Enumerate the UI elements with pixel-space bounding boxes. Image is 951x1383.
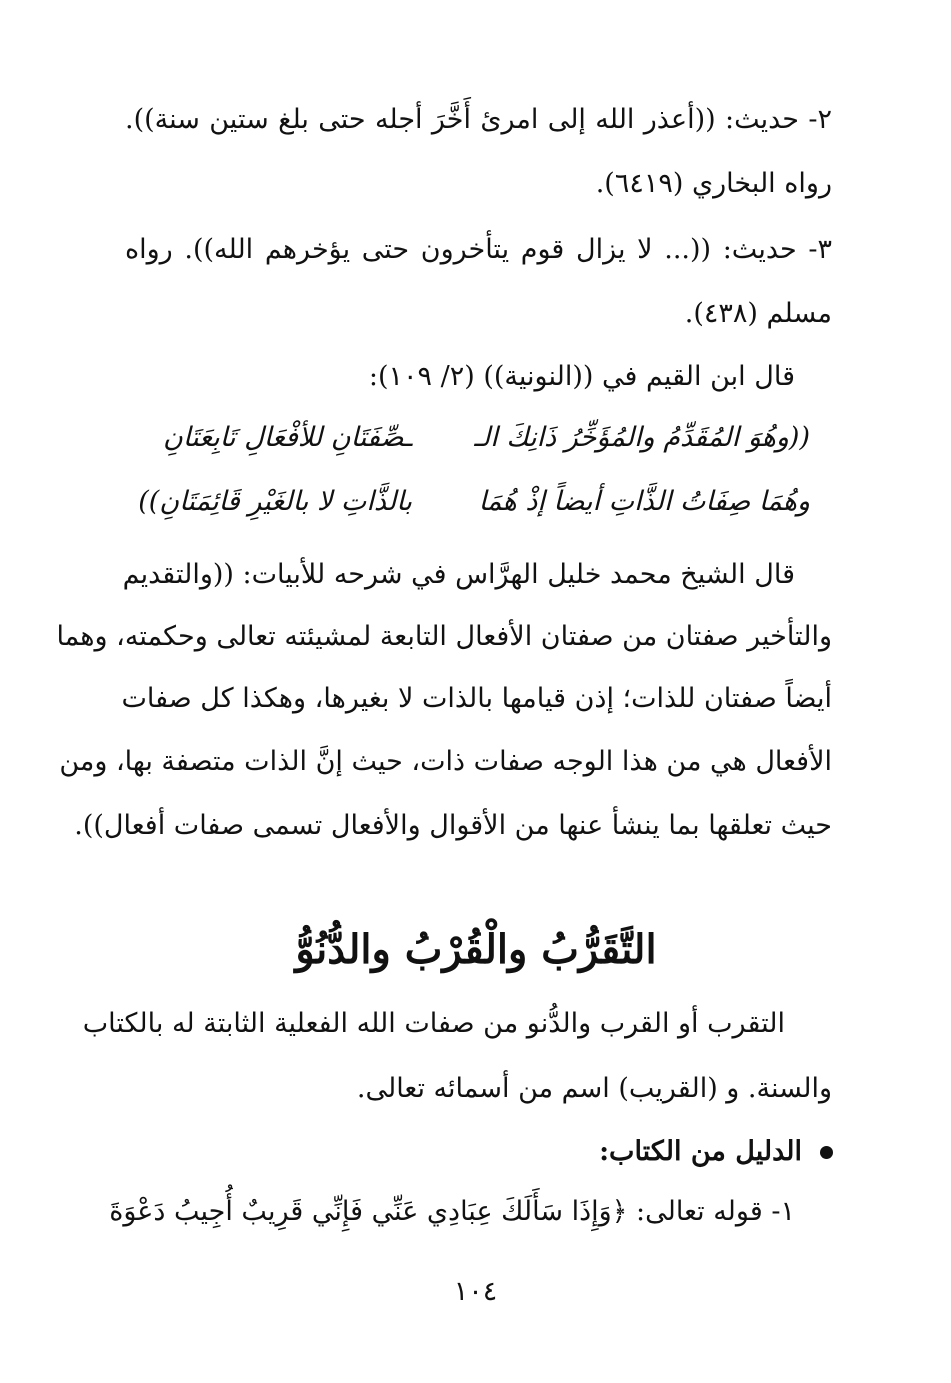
hadith-3-line-1: ٣- حديث: ((... لا يزال قوم يتأخرون حتى يؤخرهم الله)). رواه: [125, 234, 832, 265]
commentary-line-1: قال الشيخ محمد خليل الهرَّاس في شرحه للأبيات: ((والتقديم: [122, 559, 795, 590]
ibn-qayyim-intro: قال ابن القيم في ((النونية)) (٢/ ١٠٩):: [368, 361, 795, 392]
hadith-2-line-1: ٢- حديث: ((أعذر الله إلى امرئ أَخَّرَ أجله حتى بلغ ستين سنة)).: [125, 104, 832, 135]
verse-1-first-hemistich: ((وهُوَ المُقَدِّمُ والمُؤَخِّرُ ذَانِكَ الـ: [474, 422, 810, 453]
verse-2-second-hemistich: بالذَّاتِ لا بالغَيْرِ قَائِمَتَانِ)): [138, 486, 412, 517]
section-heading: التَّقَرُّبُ والْقُرْبُ والدُّنُوُّ: [295, 926, 657, 973]
commentary-line-2: والتأخير صفتان من صفتان الأفعال التابعة لمشيئته تعالى وحكمته، وهما: [56, 621, 832, 652]
commentary-line-5: حيث تعلقها بما ينشأ عنها من الأقوال والأفعال تسمى صفات أفعال)).: [74, 810, 832, 841]
section-intro-line-2: والسنة. و (القريب) اسم من أسمائه تعالى.: [356, 1073, 832, 1104]
ayah-line-1: ١- قوله تعالى: ﴿وَإِذَا سَأَلَكَ عِبَادِي عَنِّي فَإِنِّي قَرِيبٌ أُجِيبُ دَعْوَةَ: [109, 1196, 795, 1227]
bullet-icon: [820, 1146, 833, 1159]
hadith-2-line-2: رواه البخاري (٦٤١٩).: [595, 168, 832, 199]
evidence-bullet-label: الدليل من الكتاب:: [599, 1136, 802, 1167]
page-number: ١٠٤: [453, 1276, 498, 1307]
evidence-bullet: [599, 1132, 833, 1172]
verse-1-second-hemistich: ـصِّفَتَانِ للأفْعَالِ تَابِعَتَانِ: [163, 422, 412, 453]
commentary-line-3: أيضاً صفتان للذات؛ إذن قيامها بالذات لا بغيرها، وهكذا كل صفات: [121, 683, 832, 714]
commentary-line-4: الأفعال هي من هذا الوجه صفات ذات، حيث إنَّ الذات متصفة بها، ومن: [59, 746, 832, 777]
section-intro-line-1: التقرب أو القرب والدُّنو من صفات الله الفعلية الثابتة له بالكتاب: [82, 1008, 785, 1039]
hadith-3-line-2: مسلم (٤٣٨).: [684, 298, 832, 329]
verse-2-first-hemistich: وهُمَا صِفَاتُ الذَّاتِ أيضاً إذْ هُمَا: [478, 486, 810, 517]
